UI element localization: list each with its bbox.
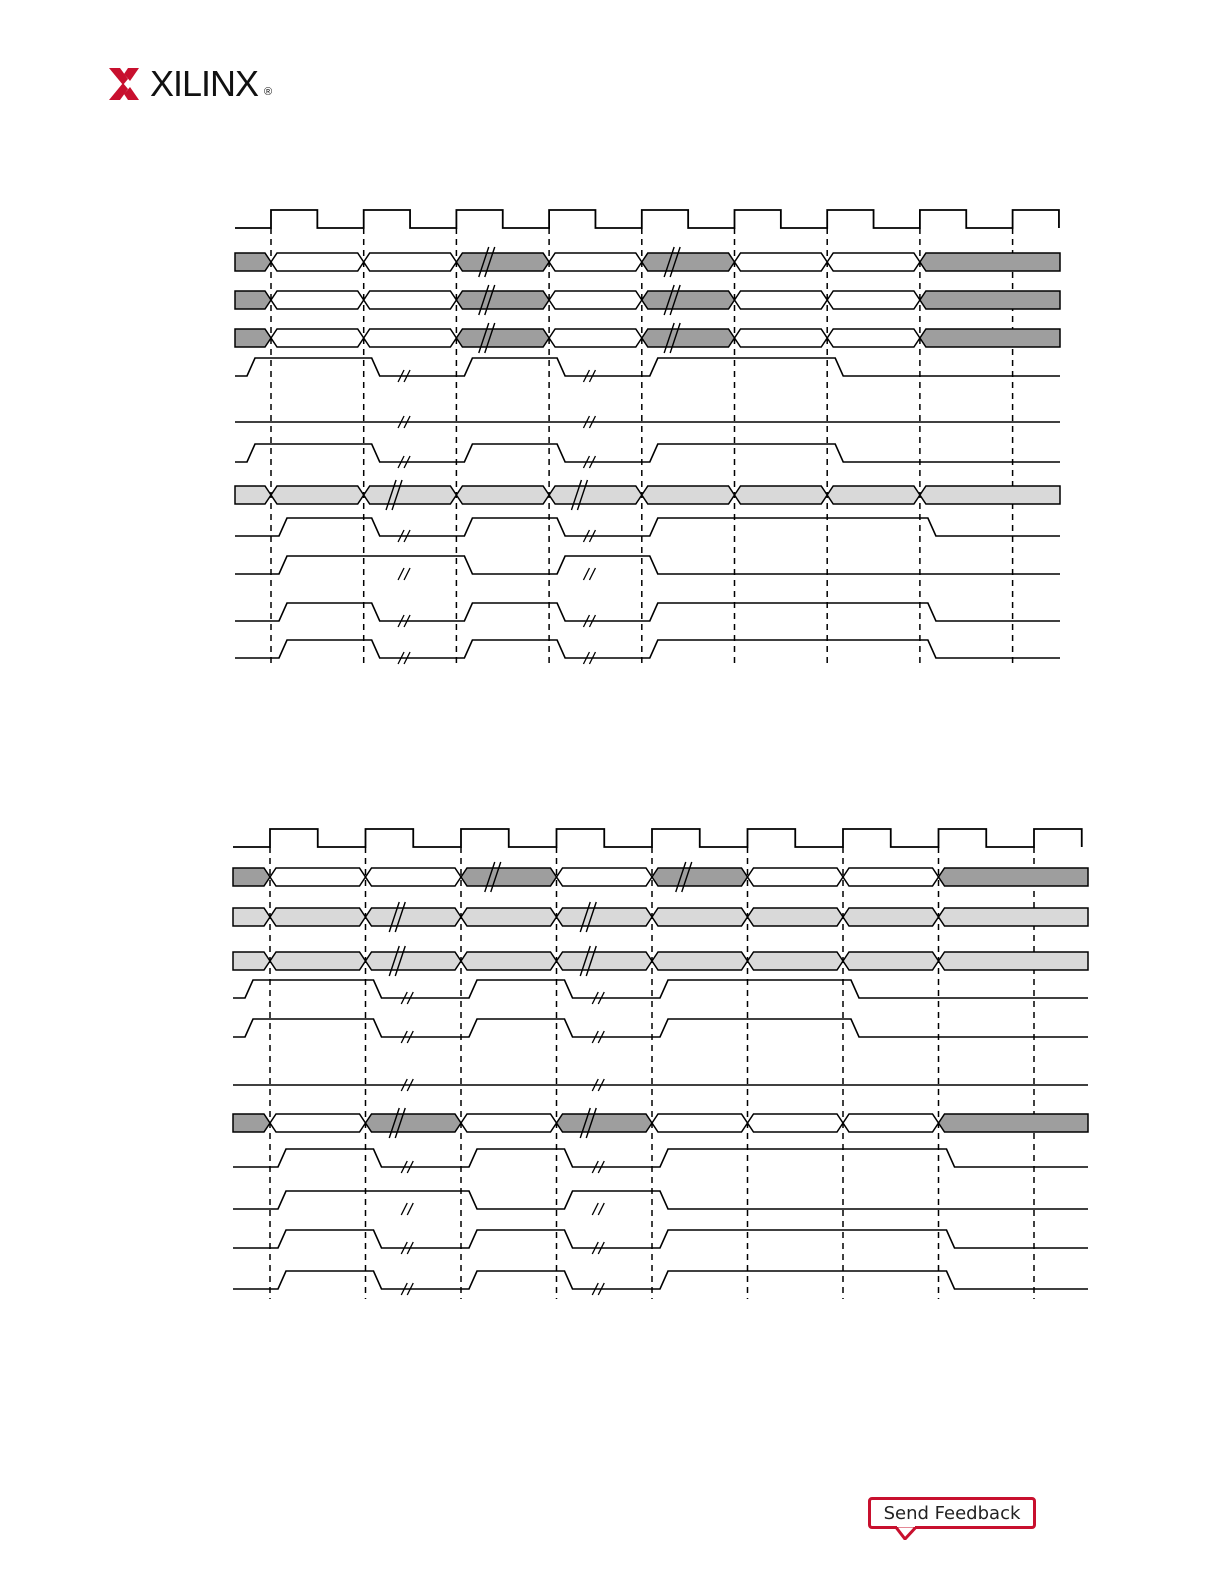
signal-waveform bbox=[233, 1019, 1088, 1037]
timing-diagram-1 bbox=[0, 200, 1224, 680]
logo-chevron-lower bbox=[109, 83, 128, 100]
timing-row-3 bbox=[233, 946, 1088, 976]
bus-segment bbox=[642, 253, 735, 271]
bus-segment bbox=[748, 868, 844, 886]
signal-waveform bbox=[233, 980, 1088, 998]
bus-segment bbox=[233, 952, 270, 970]
signal-waveform bbox=[235, 556, 1060, 574]
signal-waveform bbox=[235, 603, 1060, 621]
bus-segment bbox=[843, 1114, 939, 1132]
bus-segment bbox=[735, 486, 828, 504]
bus-segment bbox=[748, 908, 844, 926]
signal-waveform bbox=[233, 1149, 1088, 1167]
bus-segment bbox=[270, 1114, 366, 1132]
bus-segment bbox=[843, 952, 939, 970]
timing-row-7 bbox=[235, 480, 1060, 510]
bus-segment bbox=[270, 952, 366, 970]
bus-segment bbox=[235, 486, 271, 504]
bus-segment bbox=[748, 1114, 844, 1132]
signal-waveform bbox=[235, 640, 1060, 658]
bus-segment bbox=[843, 908, 939, 926]
timing-row-3 bbox=[235, 323, 1060, 353]
registered-mark-icon: ® bbox=[264, 86, 273, 98]
bus-segment bbox=[557, 952, 653, 970]
bus-segment bbox=[456, 291, 549, 309]
bus-segment bbox=[827, 486, 920, 504]
bus-segment bbox=[270, 908, 366, 926]
bus-segment bbox=[920, 253, 1060, 271]
bus-segment bbox=[735, 329, 828, 347]
bus-segment bbox=[827, 329, 920, 347]
send-feedback-tail-icon bbox=[895, 1526, 917, 1540]
timing-row-4 bbox=[233, 980, 1088, 1004]
bus-segment bbox=[642, 291, 735, 309]
timing-row-6 bbox=[233, 1079, 1088, 1091]
break-mark bbox=[401, 1203, 407, 1215]
signal-waveform bbox=[233, 1230, 1088, 1248]
bus-segment bbox=[366, 1114, 462, 1132]
bus-segment bbox=[920, 291, 1060, 309]
timing-row-7 bbox=[233, 1108, 1088, 1138]
bus-segment bbox=[461, 952, 557, 970]
bus-segment bbox=[456, 329, 549, 347]
bus-segment bbox=[557, 908, 653, 926]
bus-segment bbox=[652, 1114, 748, 1132]
bus-segment bbox=[557, 1114, 653, 1132]
clock-waveform bbox=[233, 829, 1082, 847]
bus-segment bbox=[461, 868, 557, 886]
bus-segment bbox=[735, 253, 828, 271]
bus-segment bbox=[920, 486, 1060, 504]
bus-segment bbox=[461, 908, 557, 926]
bus-segment bbox=[456, 253, 549, 271]
signal-waveform bbox=[235, 358, 1060, 376]
bus-segment bbox=[549, 291, 642, 309]
timing-row-11 bbox=[233, 1271, 1088, 1295]
signal-waveform bbox=[235, 518, 1060, 536]
bus-segment bbox=[642, 486, 735, 504]
bus-segment bbox=[827, 291, 920, 309]
timing-row-10 bbox=[235, 603, 1060, 627]
timing-row-4 bbox=[235, 358, 1060, 382]
bus-segment bbox=[235, 253, 271, 271]
bus-segment bbox=[364, 486, 457, 504]
timing-row-0 bbox=[235, 210, 1059, 228]
bus-segment bbox=[233, 908, 270, 926]
bus-segment bbox=[366, 952, 462, 970]
bus-segment bbox=[748, 952, 844, 970]
bus-segment bbox=[461, 1114, 557, 1132]
bus-segment bbox=[939, 1114, 1089, 1132]
timing-row-1 bbox=[235, 247, 1060, 277]
signal-waveform bbox=[233, 1191, 1088, 1209]
timing-row-11 bbox=[235, 640, 1060, 664]
break-mark bbox=[407, 1203, 413, 1215]
bus-segment bbox=[366, 868, 462, 886]
bus-segment bbox=[549, 253, 642, 271]
timing-row-6 bbox=[235, 444, 1060, 468]
timing-row-5 bbox=[235, 416, 1060, 428]
timing-row-2 bbox=[233, 902, 1088, 932]
timing-row-9 bbox=[235, 556, 1060, 580]
timing-row-5 bbox=[233, 1019, 1088, 1043]
bus-segment bbox=[364, 329, 457, 347]
timing-row-2 bbox=[235, 285, 1060, 315]
signal-waveform bbox=[233, 1271, 1088, 1289]
bus-segment bbox=[235, 291, 271, 309]
bus-segment bbox=[939, 868, 1089, 886]
bus-segment bbox=[233, 868, 270, 886]
timing-row-9 bbox=[233, 1191, 1088, 1215]
bus-segment bbox=[642, 329, 735, 347]
bus-segment bbox=[652, 908, 748, 926]
bus-segment bbox=[233, 1114, 270, 1132]
break-mark bbox=[589, 568, 595, 580]
break-mark bbox=[398, 568, 404, 580]
bus-segment bbox=[366, 908, 462, 926]
bus-segment bbox=[456, 486, 549, 504]
timing-row-8 bbox=[233, 1149, 1088, 1173]
bus-segment bbox=[364, 291, 457, 309]
timing-row-8 bbox=[235, 518, 1060, 542]
bus-segment bbox=[549, 329, 642, 347]
bus-segment bbox=[735, 291, 828, 309]
break-mark bbox=[598, 1203, 604, 1215]
bus-segment bbox=[270, 868, 366, 886]
xilinx-logo bbox=[106, 64, 286, 104]
bus-segment bbox=[939, 908, 1089, 926]
signal-waveform bbox=[235, 444, 1060, 462]
bus-segment bbox=[271, 486, 364, 504]
bus-segment bbox=[271, 253, 364, 271]
bus-segment bbox=[827, 253, 920, 271]
timing-row-0 bbox=[233, 829, 1082, 847]
timing-row-10 bbox=[233, 1230, 1088, 1254]
xilinx-logo-text: XILINX bbox=[150, 63, 259, 104]
bus-segment bbox=[549, 486, 642, 504]
bus-segment bbox=[939, 952, 1089, 970]
bus-segment bbox=[652, 952, 748, 970]
bus-segment bbox=[364, 253, 457, 271]
bus-segment bbox=[557, 868, 653, 886]
send-feedback-button[interactable]: Send Feedback bbox=[868, 1497, 1036, 1529]
break-mark bbox=[583, 568, 589, 580]
clock-waveform bbox=[235, 210, 1059, 228]
bus-segment bbox=[271, 329, 364, 347]
break-mark bbox=[404, 568, 410, 580]
timing-row-1 bbox=[233, 862, 1088, 892]
bus-segment bbox=[271, 291, 364, 309]
logo-chevron-upper bbox=[109, 68, 128, 85]
bus-segment bbox=[235, 329, 271, 347]
break-mark bbox=[592, 1203, 598, 1215]
bus-segment bbox=[652, 868, 748, 886]
bus-segment bbox=[843, 868, 939, 886]
bus-segment bbox=[920, 329, 1060, 347]
timing-diagram-2 bbox=[0, 815, 1224, 1305]
